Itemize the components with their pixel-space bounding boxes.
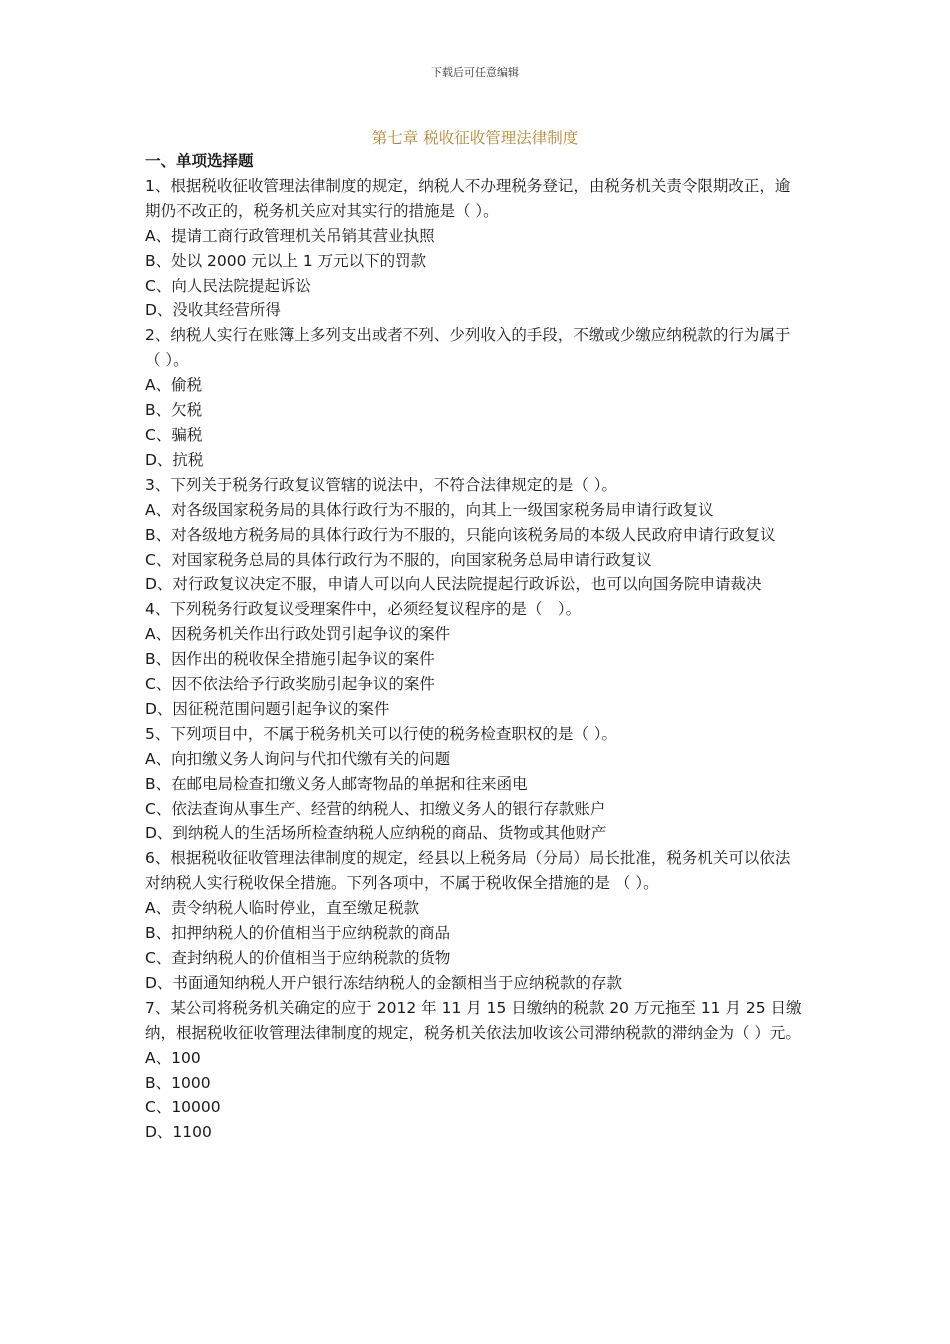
option-b: B、1000: [145, 1073, 211, 1092]
option-a: A、偷税: [145, 376, 203, 395]
option-d: D、因征税范围问题引起争议的案件: [145, 699, 390, 718]
header-note: 下载后可任意编辑: [431, 66, 519, 79]
question-stem: 7、某公司将税务机关确定的应于 2012 年 11 月 15 日缴纳的税款 20 万元拖至 11 月 25 日缴纳，根据税收征收管理法律制度的规定，税务机关依法加收该公司滞纳税款的滞纳金为（ ）元。: [145, 998, 802, 1042]
option-b: B、在邮电局检查扣缴义务人邮寄物品的单据和往来函电: [145, 774, 528, 793]
question-stem: 5、下列项目中，不属于税务机关可以行使的税务检查职权的是（ ）。: [145, 724, 618, 743]
option-c: C、骗税: [145, 425, 203, 444]
question-stem: 1、根据税收征收管理法律制度的规定，纳税人不办理税务登记，由税务机关责令限期改正，逾期仍不改正的，税务机关应对其实行的措施是（ ）。: [145, 176, 791, 220]
option-d: D、书面通知纳税人开户银行冻结纳税人的金额相当于应纳税款的存款: [145, 973, 622, 992]
option-a: A、对各级国家税务局的具体行政行为不服的，向其上一级国家税务局申请行政复议: [145, 500, 714, 519]
option-d: D、1100: [145, 1123, 212, 1142]
option-b: B、欠税: [145, 401, 203, 420]
section-title: 一、单项选择题: [145, 152, 254, 170]
option-a: A、向扣缴义务人询问与代扣代缴有关的问题: [145, 749, 451, 768]
question-1: [145, 174, 805, 323]
option-c: C、向人民法院提起诉讼: [145, 276, 311, 295]
question-stem: 2、纳税人实行在账簿上多列支出或者不列、少列收入的手段，不缴或少缴应纳税款的行为属于（ ）。: [145, 326, 791, 370]
option-c: C、10000: [145, 1098, 221, 1117]
question-content: [145, 149, 805, 1145]
question-4: [145, 597, 805, 722]
option-d: D、对行政复议决定不服，申请人可以向人民法院提起行政诉讼，也可以向国务院申请裁决: [145, 575, 762, 594]
option-a: A、提请工商行政管理机关吊销其营业执照: [145, 226, 435, 245]
option-d: D、没收其经营所得: [145, 301, 281, 320]
chapter-title: 第七章 税收征收管理法律制度: [371, 129, 579, 147]
option-d: D、到纳税人的生活场所检查纳税人应纳税的商品、货物或其他财产: [145, 824, 607, 843]
question-6: [145, 846, 805, 995]
option-b: B、扣押纳税人的价值相当于应纳税款的商品: [145, 924, 451, 943]
option-b: B、对各级地方税务局的具体行政行为不服的，只能向该税务局的本级人民政府申请行政复议: [145, 525, 776, 544]
option-a: A、责令纳税人临时停业，直至缴足税款: [145, 899, 420, 918]
question-stem: 6、根据税收征收管理法律制度的规定，经县以上税务局（分局）局长批准，税务机关可以依法对纳税人实行税收保全措施。下列各项中，不属于税收保全措施的是 （ ）。: [145, 849, 791, 893]
option-c: C、依法查询从事生产、经营的纳税人、扣缴义务人的银行存款账户: [145, 799, 606, 818]
option-b: B、因作出的税收保全措施引起争议的案件: [145, 650, 435, 669]
question-2: [145, 323, 805, 472]
question-stem: 4、下列税务行政复议受理案件中，必须经复议程序的是（ ）。: [145, 600, 582, 619]
option-c: C、对国家税务总局的具体行政行为不服的，向国家税务总局申请行政复议: [145, 550, 652, 569]
option-b: B、处以 2000 元以上 1 万元以下的罚款: [145, 251, 427, 270]
option-d: D、抗税: [145, 450, 204, 469]
option-c: C、因不依法给予行政奖励引起争议的案件: [145, 675, 435, 694]
question-stem: 3、下列关于税务行政复议管辖的说法中，不符合法律规定的是（ ）。: [145, 475, 618, 494]
option-a: A、因税务机关作出行政处罚引起争议的案件: [145, 625, 451, 644]
question-3: [145, 473, 805, 598]
option-a: A、100: [145, 1048, 201, 1067]
question-5: [145, 722, 805, 847]
option-c: C、查封纳税人的价值相当于应纳税款的货物: [145, 949, 451, 967]
question-7: [145, 996, 805, 1145]
